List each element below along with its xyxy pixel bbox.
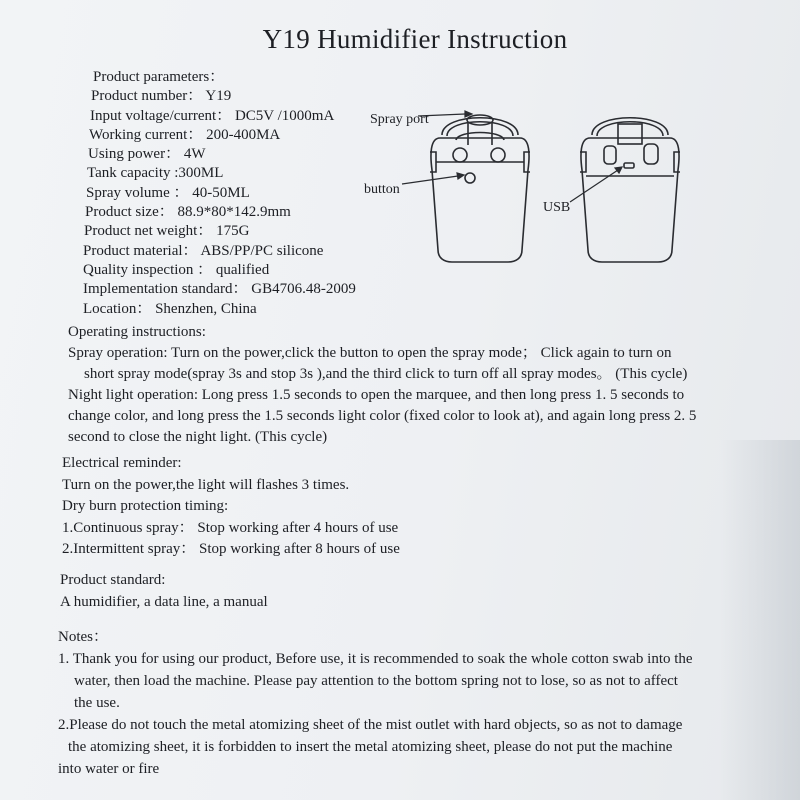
param-product-size: Product size： 88.9*80*142.9mm: [85, 204, 291, 221]
note-2-line-1: 2.Please do not touch the metal atomizing sheet of the mist outlet with hard objects, so as not to damage: [58, 717, 683, 733]
notes-heading: Notes：: [58, 629, 108, 645]
electrical-line: Turn on the power,the light will flashes 3 times.: [62, 476, 350, 493]
note-1-line-2: water, then load the machine. Please pay attention to the bottom spring not to lose, so as not to affect: [74, 673, 678, 689]
night-light-line-1: Night light operation: Long press 1.5 seconds to open the marquee, and then long press 1. 5 seconds to: [68, 387, 685, 403]
param-quality: Quality inspection ： qualified: [83, 261, 270, 278]
product-diagram: [360, 100, 710, 270]
electrical-heading: Electrical reminder:: [62, 455, 182, 471]
page-title: Y19 Humidifier Instruction: [262, 24, 568, 54]
notes: [58, 626, 778, 780]
note-1-line-3: the use.: [74, 695, 120, 711]
humidifier-front-view: [430, 115, 530, 262]
dry-burn-heading: Dry burn protection timing:: [62, 498, 229, 514]
night-light-line-2: change color, and long press the 1.5 seconds light color (fixed color to look at), and again long press 2. 5: [68, 408, 697, 424]
note-2-line-2: the atomizing sheet, it is forbidden to insert the metal atomizing sheet, please do not put the machine: [68, 739, 673, 755]
param-input-voltage: Input voltage/current： DC5V /1000mA: [90, 107, 335, 124]
param-net-weight: Product net weight： 175G: [84, 223, 250, 240]
standard-heading: Product standard:: [60, 572, 166, 588]
spray-operation-line-1: Spray operation: Turn on the power,click the button to open the spray mode； Click again to turn on: [68, 345, 672, 361]
continuous-spray: 1.Continuous spray： Stop working after 4 hours of use: [62, 519, 399, 536]
intermittent-spray: 2.Intermittent spray： Stop working after 8 hours of use: [62, 541, 400, 557]
param-working-current: Working current： 200-400MA: [89, 126, 281, 143]
button-label: button: [364, 182, 400, 197]
operating-instructions: [68, 322, 768, 448]
operating-heading: Operating instructions:: [68, 324, 206, 340]
spray-port-label: Spray port: [370, 112, 429, 127]
electrical-reminder: [62, 453, 762, 561]
param-using-power: Using power： 4W: [88, 146, 206, 163]
param-material: Product material： ABS/PP/PC silicone: [83, 242, 324, 259]
param-spray-volume: Spray volume ： 40-50ML: [86, 184, 250, 201]
button-arrow: [402, 176, 458, 184]
param-tank-capacity: Tank capacity :300ML: [87, 165, 224, 182]
note-2-line-3: into water or fire: [58, 761, 160, 777]
usb-label: USB: [543, 200, 571, 215]
standard-line: A humidifier, a data line, a manual: [60, 594, 268, 610]
param-standard: Implementation standard： GB4706.48-2009: [83, 281, 356, 298]
usb-arrow: [570, 170, 618, 202]
param-location: Location： Shenzhen, China: [83, 300, 257, 317]
product-parameters: [83, 68, 383, 319]
param-heading: Product parameters：: [93, 69, 225, 85]
night-light-line-3: second to close the night light. (This cycle): [68, 429, 328, 445]
humidifier-back-view: [580, 118, 680, 262]
product-standard: [60, 569, 760, 613]
spray-operation-line-2: short spray mode(spray 3s and stop 3s ),and the third click to turn off all spray modes。 (This cycle): [84, 366, 688, 382]
param-product-number: Product number： Y19: [91, 88, 232, 105]
note-1-line-1: 1. Thank you for using our product, Before use, it is recommended to soak the whole cotton swab into the: [58, 651, 693, 667]
